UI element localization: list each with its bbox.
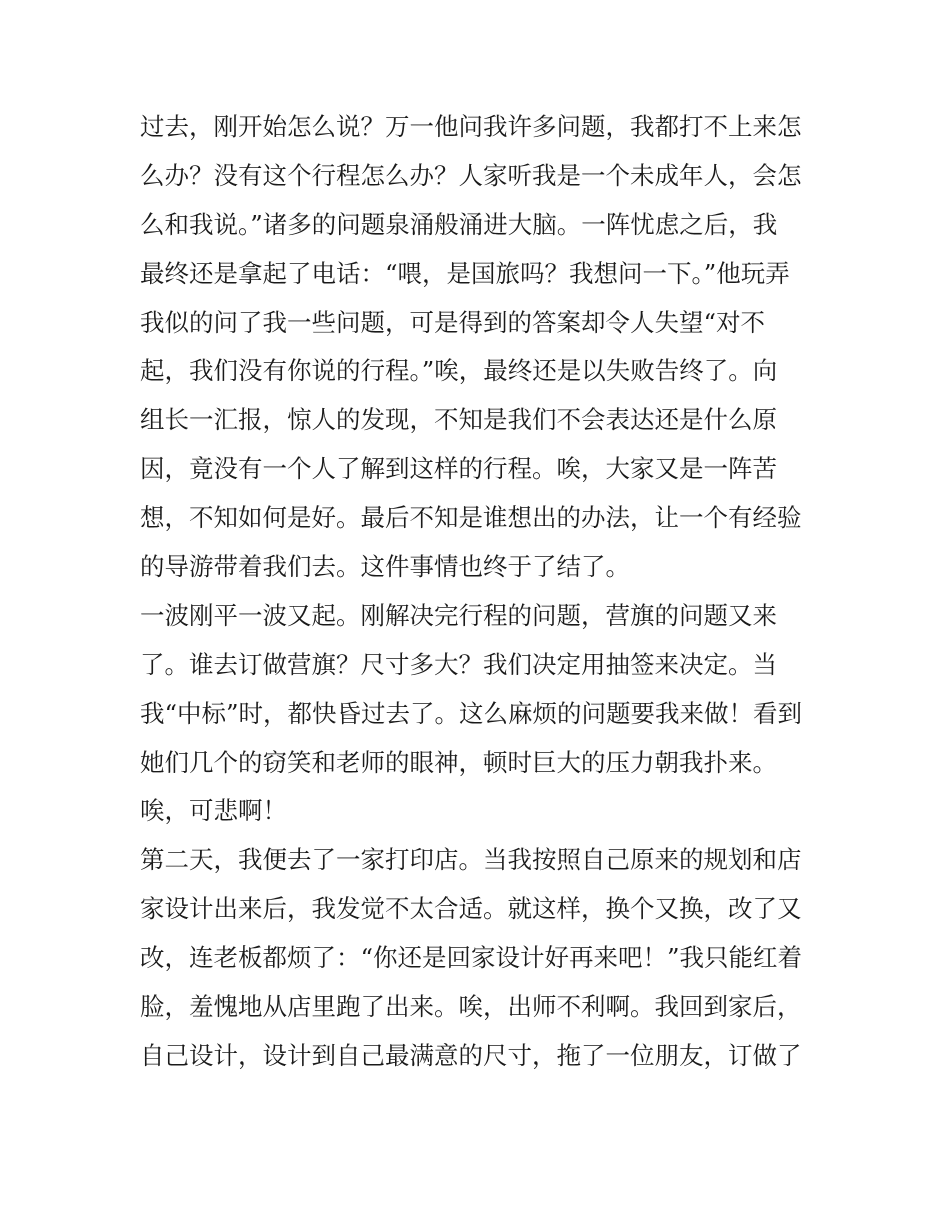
- text-line: 自己设计，设计到自己最满意的尺寸，拖了一位朋友，订做了: [140, 1040, 802, 1070]
- text-line: 想，不知如何是好。最后不知是谁想出的办法，让一个有经验: [140, 503, 802, 533]
- body-text: [140, 103, 820, 1081]
- text-line: 我“中标”时，都快昏过去了。这么麻烦的问题要我来做！看到: [140, 698, 803, 728]
- text-line: 组长一汇报，惊人的发现，不知是我们不会表达还是什么原: [140, 405, 777, 435]
- text-line: 家设计出来后，我发觉不太合适。就这样，换个又换，改了又: [140, 894, 802, 924]
- text-line: 因，竟没有一个人了解到这样的行程。唉，大家又是一阵苦: [140, 454, 777, 484]
- text-line: 第二天，我便去了一家打印店。当我按照自己原来的规划和店: [140, 845, 802, 875]
- text-line: 改，连老板都烦了：“你还是回家设计好再来吧！”我只能红着: [140, 943, 803, 973]
- text-line: 么和我说。”诸多的问题泉涌般涌进大脑。一阵忧虑之后，我: [140, 209, 778, 239]
- text-line: 的导游带着我们去。这件事情也终于了结了。: [140, 552, 630, 582]
- text-line: 脸，羞愧地从店里跑了出来。唉，出师不利啊。我回到家后，: [140, 992, 802, 1022]
- text-line: 起，我们没有你说的行程。”唉，最终还是以失败告终了。向: [140, 356, 778, 386]
- text-line: 我似的问了我一些问题，可是得到的答案却令人失望“对不: [140, 307, 766, 337]
- text-line: 么办？没有这个行程怎么办？人家听我是一个未成年人，会怎: [140, 160, 802, 190]
- text-line: 了。谁去订做营旗？尺寸多大？我们决定用抽签来决定。当: [140, 649, 777, 679]
- text-line: 最终还是拿起了电话：“喂，是国旅吗？我想问一下。”他玩弄: [140, 258, 790, 288]
- text-line: 唉，可悲啊！: [140, 796, 287, 826]
- text-line: 她们几个的窃笑和老师的眼神，顿时巨大的压力朝我扑来。: [140, 747, 777, 777]
- text-line: 过去，刚开始怎么说？万一他问我许多问题，我都打不上来怎: [140, 112, 802, 141]
- text-line: 一波刚平一波又起。刚解决完行程的问题，营旗的问题又来: [140, 600, 777, 630]
